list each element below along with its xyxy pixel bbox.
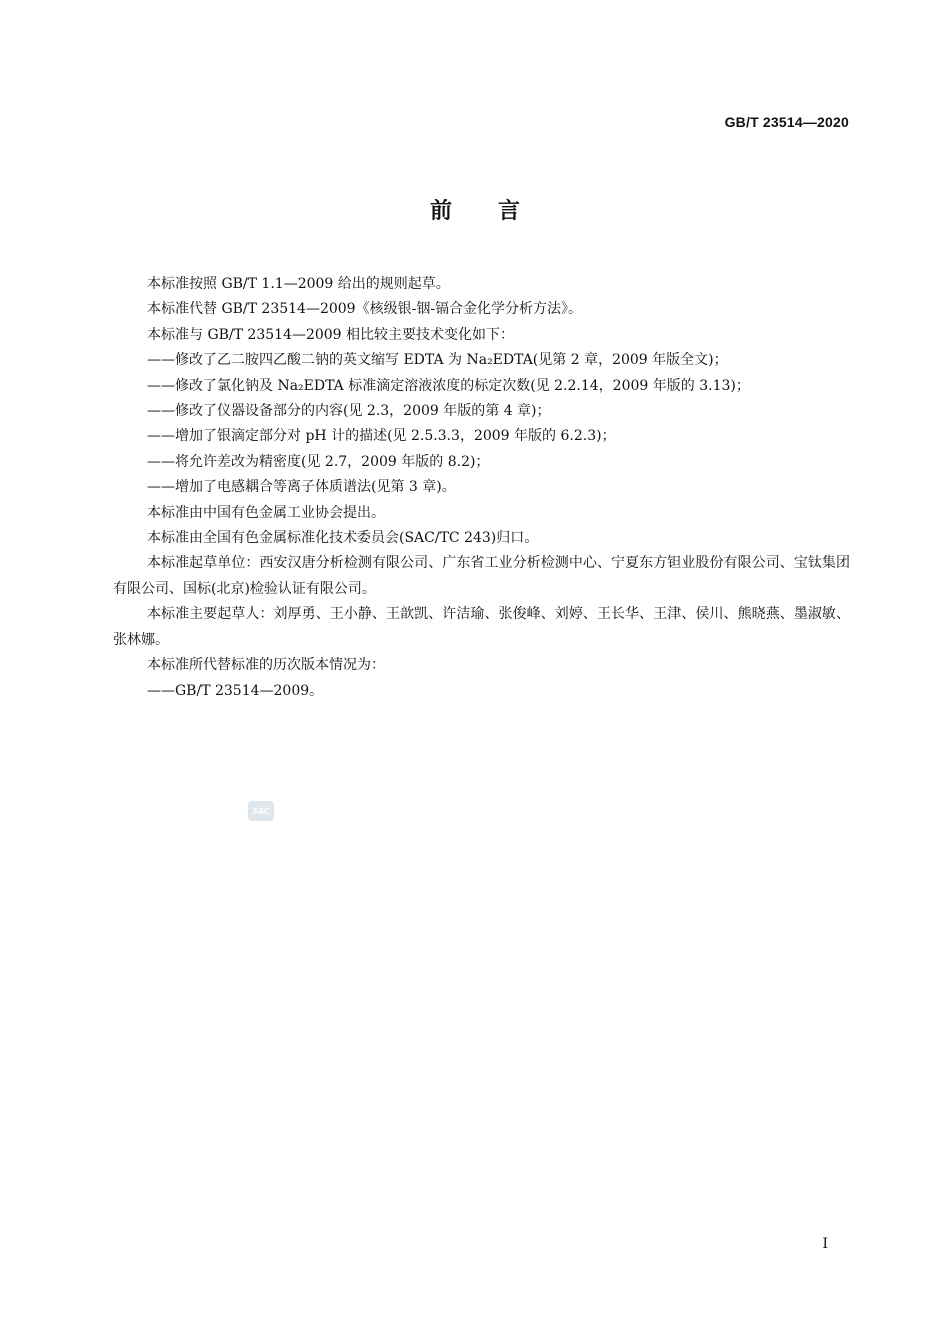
page-title: 前言	[429, 199, 566, 224]
list-item: ——增加了银滴定部分对 pH 计的描述(见 2.5.3.3，2009 年版的 6.2.3)；	[147, 428, 616, 445]
paragraph: 本标准按照 GB/T 1.1—2009 给出的规则起草。	[147, 276, 450, 292]
page-number: I	[822, 1236, 828, 1252]
list-item: ——GB/T 23514—2009。	[147, 682, 324, 699]
paragraph: 本标准由中国有色金属工业协会提出。	[147, 504, 385, 521]
list-item: ——修改了仪器设备部分的内容(见 2.3，2009 年版的第 4 章)；	[147, 403, 551, 420]
paragraph: 本标准由全国有色金属标准化技术委员会(SAC/TC 243)归口。	[147, 530, 539, 547]
list-item: ——修改了乙二胺四乙酸二钠的英文缩写 EDTA 为 Na₂EDTA(见第 2 章，2009 年版全文)；	[147, 352, 728, 369]
list-item: ——修改了氯化钠及 Na₂EDTA 标准滴定溶液浓度的标定次数(见 2.2.14，2009 年版的 3.13)；	[147, 377, 750, 394]
sac-watermark-logo: SAC	[248, 801, 274, 821]
foreword-body	[113, 272, 850, 704]
list-item: ——增加了电感耦合等离子体质谱法(见第 3 章)。	[147, 479, 456, 496]
paragraph: 本标准起草单位：西安汉唐分析检测有限公司、广东省工业分析检测中心、宁夏东方钽业股份有限公司、宝钛集团有限公司、国标(北京)检验认证有限公司。	[113, 555, 850, 597]
paragraph: 本标准主要起草人：刘厚勇、王小静、王歆凯、许洁瑜、张俊峰、刘婷、王长华、王津、侯川、熊晓燕、墨淑敏、张林娜。	[113, 606, 850, 648]
paragraph: 本标准代替 GB/T 23514—2009《核级银-铟-镉合金化学分析方法》。	[147, 301, 583, 318]
list-item: ——将允许差改为精密度(见 2.7，2009 年版的 8.2)；	[147, 453, 490, 470]
standard-code: GB/T 23514—2020	[724, 114, 849, 130]
paragraph: 本标准与 GB/T 23514—2009 相比较主要技术变化如下：	[147, 326, 515, 343]
paragraph: 本标准所代替标准的历次版本情况为：	[147, 657, 385, 674]
